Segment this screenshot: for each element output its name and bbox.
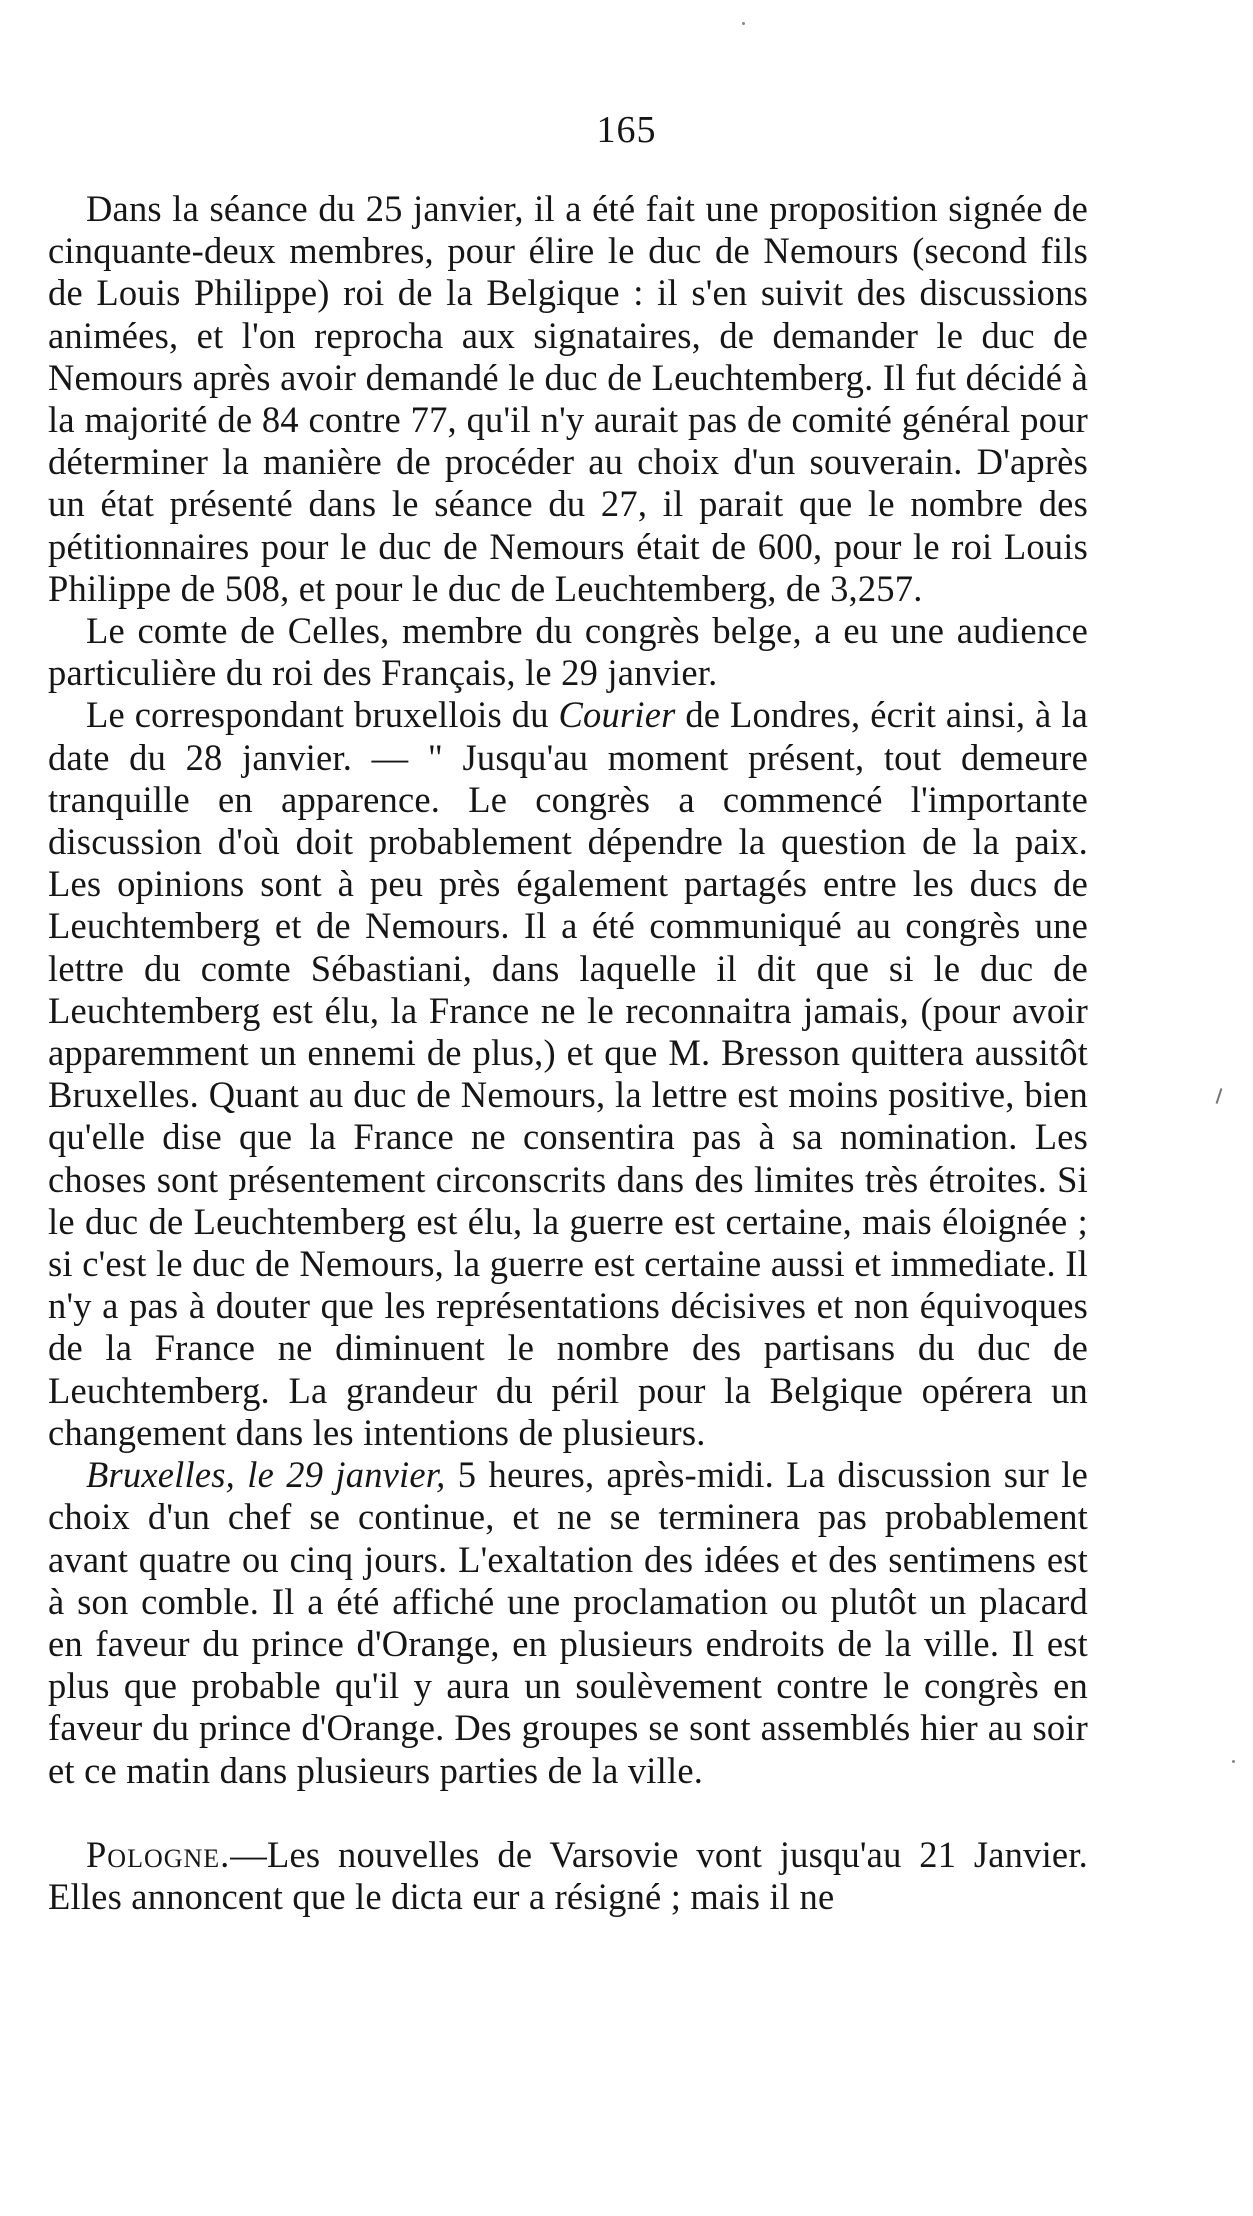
dateline: Bruxelles, le 29 janvier,: [86, 1454, 446, 1496]
page-number: 165: [596, 109, 657, 151]
body-text: [48, 188, 1088, 1918]
pologne-report: —Les nouvelles de Varsovie vont jusqu'au 21 Janvier. Elles annoncent que le dicta eur a résigné ; mais il ne: [48, 1833, 1088, 1917]
paragraph-brussels-correspondent: [48, 694, 1088, 1454]
correspondent-report: de Londres, écrit ainsi, à la date du 28 janvier. — " Jusqu'au moment présent, tout demeure tranquille en apparence. Le congrès a commencé l'importante discussion d'où doit probablement dépendre la question de la paix. Les opinions sont à peu près également partagés entre les ducs de Leuchtemberg et de Nemours. Il a été communiqué au congrès une lettre du comte Sébastiani, dans laquelle il dit que si le duc de Leuchtemberg est élu, la France ne le reconnaitra jamais, (pour avoir apparemment un ennemi de plus,) et que M. Bresson quittera aussitôt Bruxelles. Quant au duc de Nemours, la lettre est moins positive, bien qu'elle dise que la France ne consentira pas à sa nomination. Les choses sont présentement circonscrits dans des limites très étroites. Si le duc de Leuchtemberg est élu, la guerre est certaine, mais éloignée ; si c'est le duc de Nemours, la guerre est certaine aussi et immediate. Il n'y a pas à douter que les représentations décisives et non équivoques de la France ne diminuent le nombre des partisans du duc de Leuchtemberg. La grandeur du péril pour la Belgique opérera un changement dans les intentions de plusieurs.: [48, 694, 1088, 1453]
paragraph-pologne: [48, 1834, 1088, 1918]
paragraph-brussels-dateline: [48, 1454, 1088, 1792]
newspaper-name: Courier: [558, 694, 676, 736]
section-heading-pologne: Pologne.: [86, 1833, 231, 1875]
section-gap: [48, 1792, 1088, 1834]
ink-speck: [742, 22, 745, 25]
paragraph-comte-de-celles: Le comte de Celles, membre du congrès belge, a eu une audience particulière du roi des Français, le 29 janvier.: [48, 610, 1088, 694]
paragraph-congress-session: Dans la séance du 25 janvier, il a été fait une proposition signée de cinquante-deux membres, pour élire le duc de Nemours (second fils de Louis Philippe) roi de la Belgique : il s'en suivit des discussions animées, et l'on reprocha aux signataires, de demander le duc de Nemours après avoir demandé le duc de Leuchtemberg. Il fut décidé à la majorité de 84 contre 77, qu'il n'y aurait pas de comité général pour déterminer la manière de procéder au choix d'un souverain. D'après un état présenté dans le séance du 27, il parait que le nombre des pétitionnaires pour le duc de Nemours était de 600, pour le roi Louis Philippe de 508, et pour le duc de Leuchtemberg, de 3,257.: [48, 188, 1088, 609]
stray-ink-mark: [1216, 1088, 1223, 1104]
correspondent-intro: Le correspondant bruxellois du: [86, 694, 559, 736]
ink-speck: [1232, 1760, 1235, 1763]
dateline-report: 5 heures, après-midi. La discussion sur le choix d'un chef se continue, et ne se terminera pas probablement avant quatre ou cinq jours. L'exaltation des idées et des sentimens est à son comble. Il a été affiché une proclamation ou plutôt un placard en faveur du prince d'Orange, en plusieurs endroits de la ville. Il est plus que probable qu'il y aura un soulèvement contre le congrès en faveur du prince d'Orange. Des groupes se sont assemblés hier au soir et ce matin dans plusieurs parties de la ville.: [48, 1454, 1088, 1791]
